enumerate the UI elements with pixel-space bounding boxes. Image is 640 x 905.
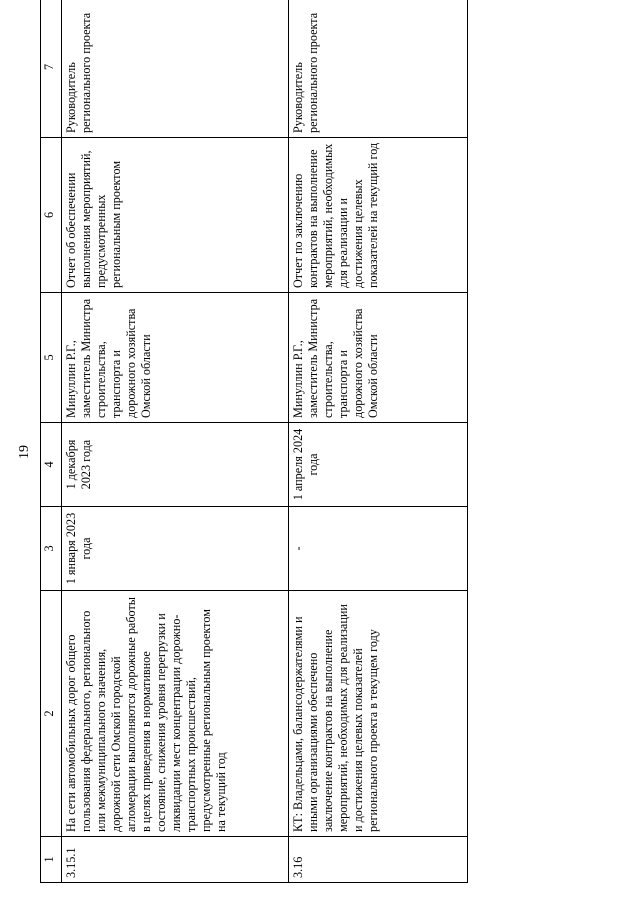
row-end-date: 1 апреля 2024 года <box>289 423 468 507</box>
row-supervisor: Руководитель регионального проекта <box>289 0 468 138</box>
row-start-date: 1 января 2023 года <box>62 507 289 591</box>
row-description: КТ: Владельцами, балансодержателями и иными организациями обеспечено заключение контрактов на выполнение мероприятий, необходимых для реализации и достижения целевых показателей регионального проекта в текущем году <box>289 591 468 837</box>
page-number: 19 <box>17 445 32 459</box>
header-col-3: 3 <box>41 507 62 591</box>
table-row <box>62 0 289 883</box>
table-header-row <box>41 0 62 883</box>
table-row <box>289 0 468 883</box>
row-document: Отчет об обеспечении выполнения мероприятий, предусмотренных региональным проектом <box>62 138 289 293</box>
row-responsible: Минуллин Р.Г., заместитель Министра строительства, транспорта и дорожного хозяйства Омской области <box>289 293 468 423</box>
project-plan-table <box>40 0 468 883</box>
row-responsible: Минуллин Р.Г., заместитель Министра строительства, транспорта и дорожного хозяйства Омской области <box>62 293 289 423</box>
row-supervisor: Руководитель регионального проекта <box>62 0 289 138</box>
rotated-table-container <box>40 0 458 883</box>
header-col-5: 5 <box>41 293 62 423</box>
header-col-1: 1 <box>41 837 62 883</box>
row-description: На сети автомобильных дорог общего пользования федерального, регионального или межмуниципального значения, дорожной сети Омской городской агломерации выполняются дорожные работы в целях приведения в нормативное состояние, снижения уровня перегрузки и ликвидации мест концентрации дорожно-транспортных происшествий, предусмотренные региональным проектом на текущий год <box>62 591 289 837</box>
header-col-2: 2 <box>41 591 62 837</box>
row-number: 3.15.1 <box>62 837 289 883</box>
row-end-date: 1 декабря 2023 года <box>62 423 289 507</box>
header-col-4: 4 <box>41 423 62 507</box>
row-start-date: - <box>289 507 468 591</box>
row-number: 3.16 <box>289 837 468 883</box>
row-document: Отчет по заключению контрактов на выполнение мероприятий, необходимых для реализации и достижения целевых показателей на текущий год <box>289 138 468 293</box>
header-col-7: 7 <box>41 0 62 138</box>
header-col-6: 6 <box>41 138 62 293</box>
